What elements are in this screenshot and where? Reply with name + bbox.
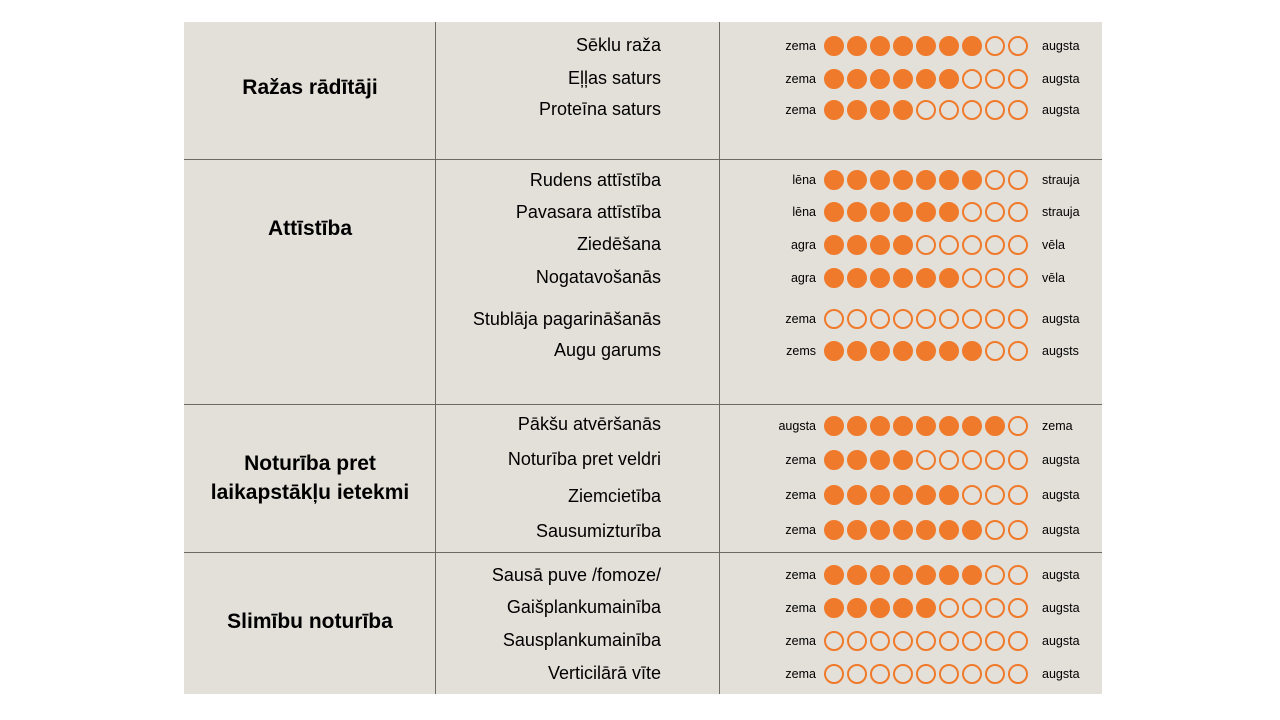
column-divider-right [719,22,720,694]
rating-dot-filled [893,235,913,255]
rating-dot-filled [916,598,936,618]
trait-label: Eļļas saturs [567,68,661,88]
rating-dot-empty [985,450,1005,470]
rating-dot-filled [824,416,844,436]
scale-low-label: zema [785,72,816,86]
section-title-yield: Ražas rādītāji [242,75,378,99]
rating-dot-empty [962,202,982,222]
rating-dot-empty [893,309,913,329]
rating-dot-empty [824,631,844,651]
scale-low-label: zema [785,568,816,582]
rating-dot-filled [824,235,844,255]
rating-dot-filled [824,100,844,120]
scale-low-label: zema [785,523,816,537]
rating-dot-filled [870,170,890,190]
scale-high-label: augsta [1042,312,1080,326]
trait-label: Sēklu raža [575,35,661,55]
scale-low-label: zema [785,667,816,681]
rating-dot-filled [916,170,936,190]
rating-dot-filled [939,202,959,222]
scale-low-label: zema [785,39,816,53]
rating-dot-filled [916,36,936,56]
rating-dot-filled [962,520,982,540]
rating-dot-empty [985,664,1005,684]
rating-dot-empty [962,450,982,470]
section-title-disease-resistance: Slimību noturība [227,609,393,633]
scale-high-label: augsta [1042,568,1080,582]
rating-dots [824,631,1028,651]
rating-dot-filled [916,565,936,585]
trait-label: Ziemcietība [567,486,661,506]
scale-high-label: strauja [1042,205,1080,219]
rating-dot-filled [893,485,913,505]
rating-dot-filled [847,100,867,120]
rating-dot-empty [962,100,982,120]
rating-dot-filled [916,268,936,288]
rating-dots [824,100,1028,120]
rating-scale [754,68,1080,90]
rating-dot-filled [870,268,890,288]
rating-dot-filled [847,450,867,470]
rating-dot-empty [870,664,890,684]
rating-scale [754,267,1065,289]
rating-dot-filled [824,268,844,288]
scale-high-label: augsts [1042,344,1079,358]
scale-low-label: zema [785,634,816,648]
scale-low-label: agra [790,238,816,252]
rating-scale [754,449,1080,471]
rating-dot-filled [824,170,844,190]
scale-low-label: zems [786,344,816,358]
rating-dot-filled [939,485,959,505]
rating-dot-empty [824,664,844,684]
rating-dot-filled [847,36,867,56]
rating-dot-filled [893,268,913,288]
scale-high-label: augsta [1042,667,1080,681]
rating-dot-empty [985,202,1005,222]
rating-dot-empty [939,235,959,255]
rating-dot-filled [847,416,867,436]
rating-dot-empty [1008,235,1028,255]
rating-scale [754,597,1080,619]
rating-dot-filled [916,69,936,89]
rating-dot-filled [847,341,867,361]
rating-dot-empty [939,631,959,651]
rating-scale [754,201,1080,223]
trait-label: Nogatavošanās [535,267,661,287]
scale-high-label: zema [1042,419,1073,433]
rating-dot-empty [985,100,1005,120]
rating-dot-filled [893,416,913,436]
rating-dot-filled [847,202,867,222]
rating-dot-empty [1008,309,1028,329]
rating-dots [824,170,1028,190]
rating-dot-filled [870,202,890,222]
rating-dot-empty [985,69,1005,89]
rating-dot-filled [893,565,913,585]
rating-scale [754,99,1080,121]
scale-high-label: augsta [1042,39,1080,53]
rating-dot-empty [939,664,959,684]
rating-dots [824,268,1028,288]
rating-dot-empty [939,309,959,329]
rating-dot-empty [916,100,936,120]
rating-dot-filled [824,485,844,505]
rating-scale [754,484,1080,506]
rating-dot-filled [824,202,844,222]
rating-dot-filled [962,416,982,436]
trait-label: Gaišplankumainība [506,597,661,617]
rating-dots [824,598,1028,618]
trait-label: Stublāja pagarināšanās [472,309,661,329]
rating-dot-filled [870,565,890,585]
rating-dot-filled [939,36,959,56]
rating-dot-empty [1008,69,1028,89]
trait-label: Sausplankumainība [502,630,661,650]
rating-dots [824,450,1028,470]
rating-dot-filled [939,520,959,540]
rating-dot-filled [893,341,913,361]
rating-scale [754,340,1079,362]
trait-label: Augu garums [553,340,661,360]
rating-dots [824,416,1028,436]
rating-dot-empty [985,309,1005,329]
rating-dot-empty [847,631,867,651]
rating-dot-filled [847,69,867,89]
rating-dot-filled [847,520,867,540]
rating-scale [754,35,1080,57]
rating-dot-filled [893,170,913,190]
scale-high-label: augsta [1042,453,1080,467]
rating-dot-empty [1008,485,1028,505]
trait-label: Noturība pret veldri [507,449,661,469]
rating-dot-empty [916,450,936,470]
scale-low-label: zema [785,103,816,117]
rating-dot-empty [1008,100,1028,120]
rating-dot-filled [870,485,890,505]
scale-high-label: augsta [1042,72,1080,86]
trait-label: Proteīna saturs [538,99,661,119]
rating-dot-empty [962,664,982,684]
rating-dot-filled [939,416,959,436]
rating-dot-empty [985,520,1005,540]
rating-dot-filled [939,69,959,89]
rating-dots [824,520,1028,540]
rating-dots [824,565,1028,585]
rating-dot-empty [1008,170,1028,190]
rating-dot-filled [893,100,913,120]
rating-dot-filled [847,170,867,190]
rating-dot-empty [916,664,936,684]
scale-high-label: augsta [1042,103,1080,117]
rating-dot-filled [847,565,867,585]
rating-scale [754,308,1080,330]
rating-dots [824,309,1028,329]
rating-dot-empty [985,235,1005,255]
trait-label: Verticilārā vīte [547,663,661,683]
scale-high-label: augsta [1042,634,1080,648]
scale-high-label: augsta [1042,523,1080,537]
rating-dots [824,202,1028,222]
rating-dot-empty [962,268,982,288]
rating-scale [754,415,1073,437]
rating-dot-filled [824,36,844,56]
rating-dot-empty [985,36,1005,56]
rating-dot-empty [985,341,1005,361]
rating-dot-empty [962,235,982,255]
trait-label: Sausā puve /fomoze/ [491,565,661,585]
trait-label: Rudens attīstība [529,170,661,190]
rating-dot-filled [824,598,844,618]
rating-dot-empty [985,485,1005,505]
section-title-development: Attīstība [268,216,352,240]
rating-dot-filled [847,268,867,288]
rating-dot-empty [1008,450,1028,470]
rating-dot-empty [870,631,890,651]
trait-label: Ziedēšana [576,234,661,254]
rating-scale [754,663,1080,685]
rating-dot-empty [1008,520,1028,540]
rating-dot-filled [916,416,936,436]
rating-dot-filled [962,341,982,361]
rating-dot-empty [962,69,982,89]
rating-scale [754,630,1080,652]
rating-dot-filled [847,598,867,618]
rating-dots [824,341,1028,361]
scale-low-label: agra [790,271,816,285]
rating-dot-empty [985,268,1005,288]
rating-dot-empty [1008,598,1028,618]
rating-dot-filled [893,36,913,56]
rating-dot-filled [824,450,844,470]
rating-dots [824,235,1028,255]
rating-dot-empty [939,100,959,120]
rating-dot-empty [985,565,1005,585]
rating-dot-filled [916,485,936,505]
rating-dot-empty [985,631,1005,651]
trait-rating-table [184,22,1102,694]
rating-dot-empty [1008,565,1028,585]
rating-dots [824,485,1028,505]
rating-dot-empty [962,485,982,505]
rating-dot-empty [1008,268,1028,288]
trait-label: Sausumizturība [535,521,661,541]
rating-dot-filled [847,235,867,255]
rating-dot-empty [916,235,936,255]
rating-dot-empty [916,309,936,329]
scale-low-label: lēna [792,205,816,219]
rating-dots [824,664,1028,684]
rating-dot-filled [939,268,959,288]
rating-dot-empty [962,631,982,651]
rating-dot-empty [847,309,867,329]
rating-dot-filled [870,36,890,56]
rating-dot-filled [893,69,913,89]
rating-dot-empty [1008,416,1028,436]
rating-dot-filled [962,170,982,190]
rating-dot-filled [824,69,844,89]
rating-scale [754,234,1065,256]
rating-dot-filled [939,565,959,585]
rating-dot-empty [1008,341,1028,361]
rating-dot-empty [893,664,913,684]
rating-dot-filled [870,598,890,618]
scale-low-label: zema [785,453,816,467]
rating-dot-empty [985,170,1005,190]
rating-dot-filled [870,69,890,89]
scale-high-label: augsta [1042,488,1080,502]
rating-dot-filled [893,520,913,540]
rating-dot-filled [824,341,844,361]
rating-dot-empty [962,598,982,618]
rating-dot-filled [916,520,936,540]
rating-dot-filled [893,598,913,618]
rating-dot-empty [962,309,982,329]
rating-dot-empty [939,450,959,470]
rating-dot-empty [1008,202,1028,222]
rating-dot-filled [870,416,890,436]
rating-dot-empty [870,309,890,329]
rating-dot-empty [985,598,1005,618]
rating-dot-filled [870,100,890,120]
scale-low-label: augsta [778,419,816,433]
rating-scale [754,519,1080,541]
rating-dots [824,36,1028,56]
rating-dot-filled [893,202,913,222]
rating-dot-filled [870,341,890,361]
trait-label: Pākšu atvēršanās [517,414,661,434]
rating-dot-filled [985,416,1005,436]
rating-dot-empty [916,631,936,651]
scale-low-label: zema [785,488,816,502]
rating-scale [754,169,1080,191]
rating-dot-filled [893,450,913,470]
rating-dot-filled [916,341,936,361]
rating-dot-empty [893,631,913,651]
rating-dot-filled [870,520,890,540]
scale-high-label: vēla [1042,271,1065,285]
rating-dot-filled [824,520,844,540]
rating-dot-empty [1008,664,1028,684]
scale-high-label: strauja [1042,173,1080,187]
rating-dot-filled [916,202,936,222]
rating-dot-filled [939,170,959,190]
scale-high-label: augsta [1042,601,1080,615]
rating-dots [824,69,1028,89]
rating-dot-empty [824,309,844,329]
rating-scale [754,564,1080,586]
scale-low-label: zema [785,601,816,615]
scale-low-label: zema [785,312,816,326]
rating-dot-empty [1008,36,1028,56]
rating-dot-empty [939,598,959,618]
rating-dot-empty [1008,631,1028,651]
rating-dot-empty [847,664,867,684]
rating-dot-filled [962,565,982,585]
scale-low-label: lēna [792,173,816,187]
scale-high-label: vēla [1042,238,1065,252]
rating-dot-filled [962,36,982,56]
rating-dot-filled [870,450,890,470]
rating-dot-filled [824,565,844,585]
rating-dot-filled [939,341,959,361]
rating-dot-filled [870,235,890,255]
trait-label: Pavasara attīstība [515,202,661,222]
section-title-weather-resistance: Noturība pret laikapstākļu ietekmi [210,452,410,504]
rating-dot-filled [847,485,867,505]
